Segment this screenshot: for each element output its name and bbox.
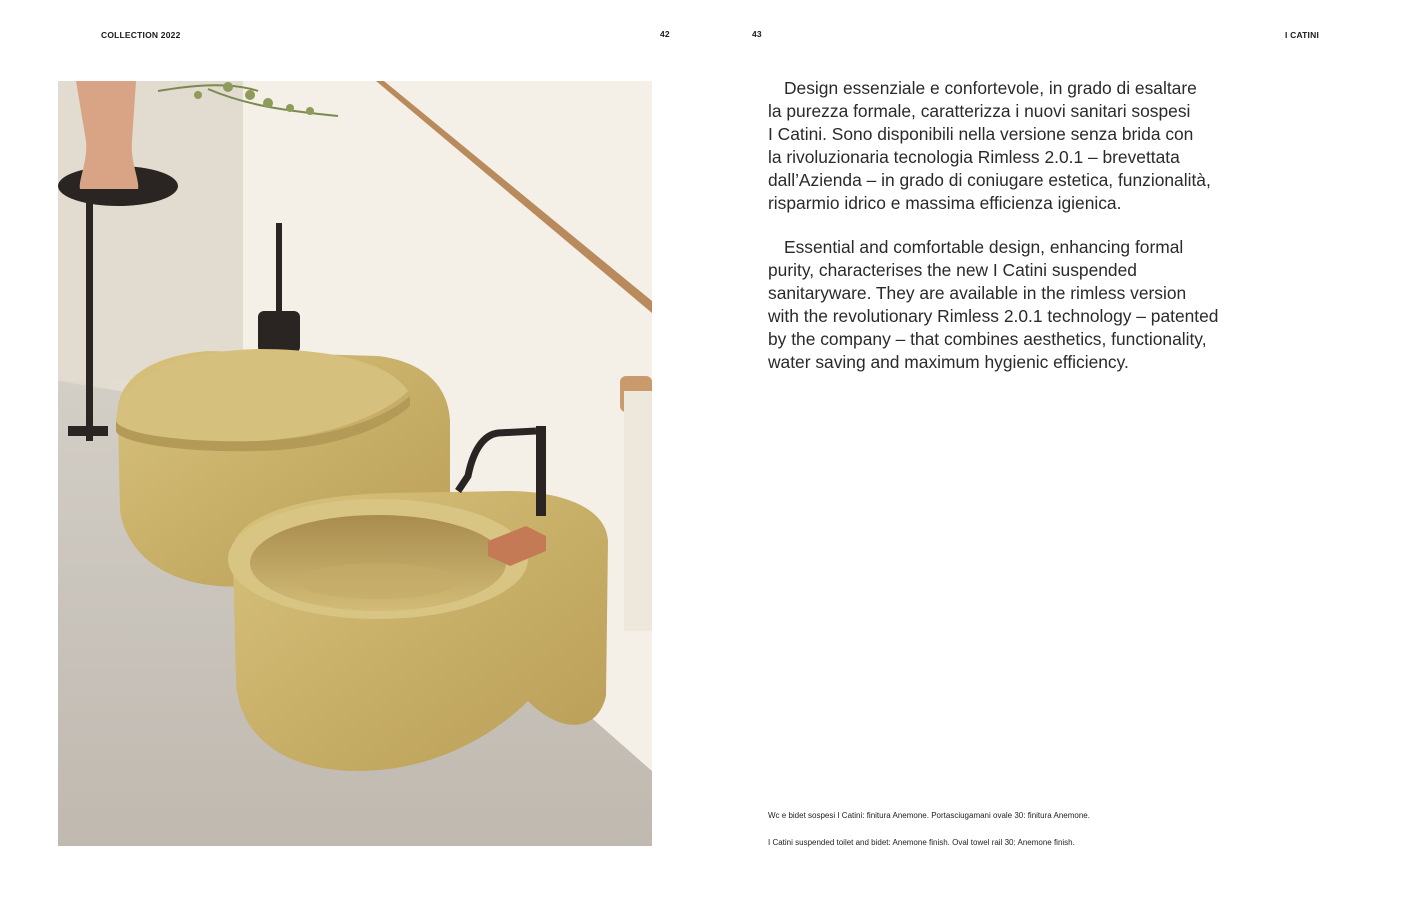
text-line: with the revolutionary Rimless 2.0.1 technology – patented — [768, 305, 1219, 326]
text-line: risparmio idrico e massima efficienza igienica. — [768, 192, 1122, 213]
page-number-right: 43 — [752, 29, 762, 39]
text-line: la rivoluzionaria tecnologia Rimless 2.0.1 – brevettata — [768, 146, 1180, 167]
text-line: by the company – that combines aesthetics, functionality, — [768, 328, 1207, 349]
section-title: I CATINI — [1285, 30, 1320, 40]
italian-description — [768, 77, 1248, 214]
text-line: la purezza formale, caratterizza i nuovi sanitari sospesi — [768, 100, 1191, 121]
page-number-left: 42 — [660, 29, 670, 39]
caption-english: I Catini suspended toilet and bidet: Anemone finish. Oval towel rail 30: Anemone finish. — [768, 838, 1075, 847]
english-description — [768, 236, 1248, 373]
product-photo — [58, 81, 652, 846]
text-line: Essential and comfortable design, enhancing formal — [784, 237, 1184, 257]
text-line: I Catini. Sono disponibili nella versione senza brida con — [768, 123, 1194, 144]
collection-title: COLLECTION 2022 — [101, 30, 181, 40]
bathroom-illustration — [58, 81, 652, 846]
text-line: water saving and maximum hygienic efficiency. — [768, 351, 1129, 372]
text-line: Design essenziale e confortevole, in grado di esaltare — [784, 78, 1197, 98]
caption-italian: Wc e bidet sospesi I Catini: finitura Anemone. Portasciugamani ovale 30: finitura Anemone. — [768, 811, 1090, 820]
text-line: dall’Azienda – in grado di coniugare estetica, funzionalità, — [768, 169, 1211, 190]
text-line: purity, characterises the new I Catini suspended — [768, 259, 1137, 280]
text-line: sanitaryware. They are available in the rimless version — [768, 282, 1187, 303]
